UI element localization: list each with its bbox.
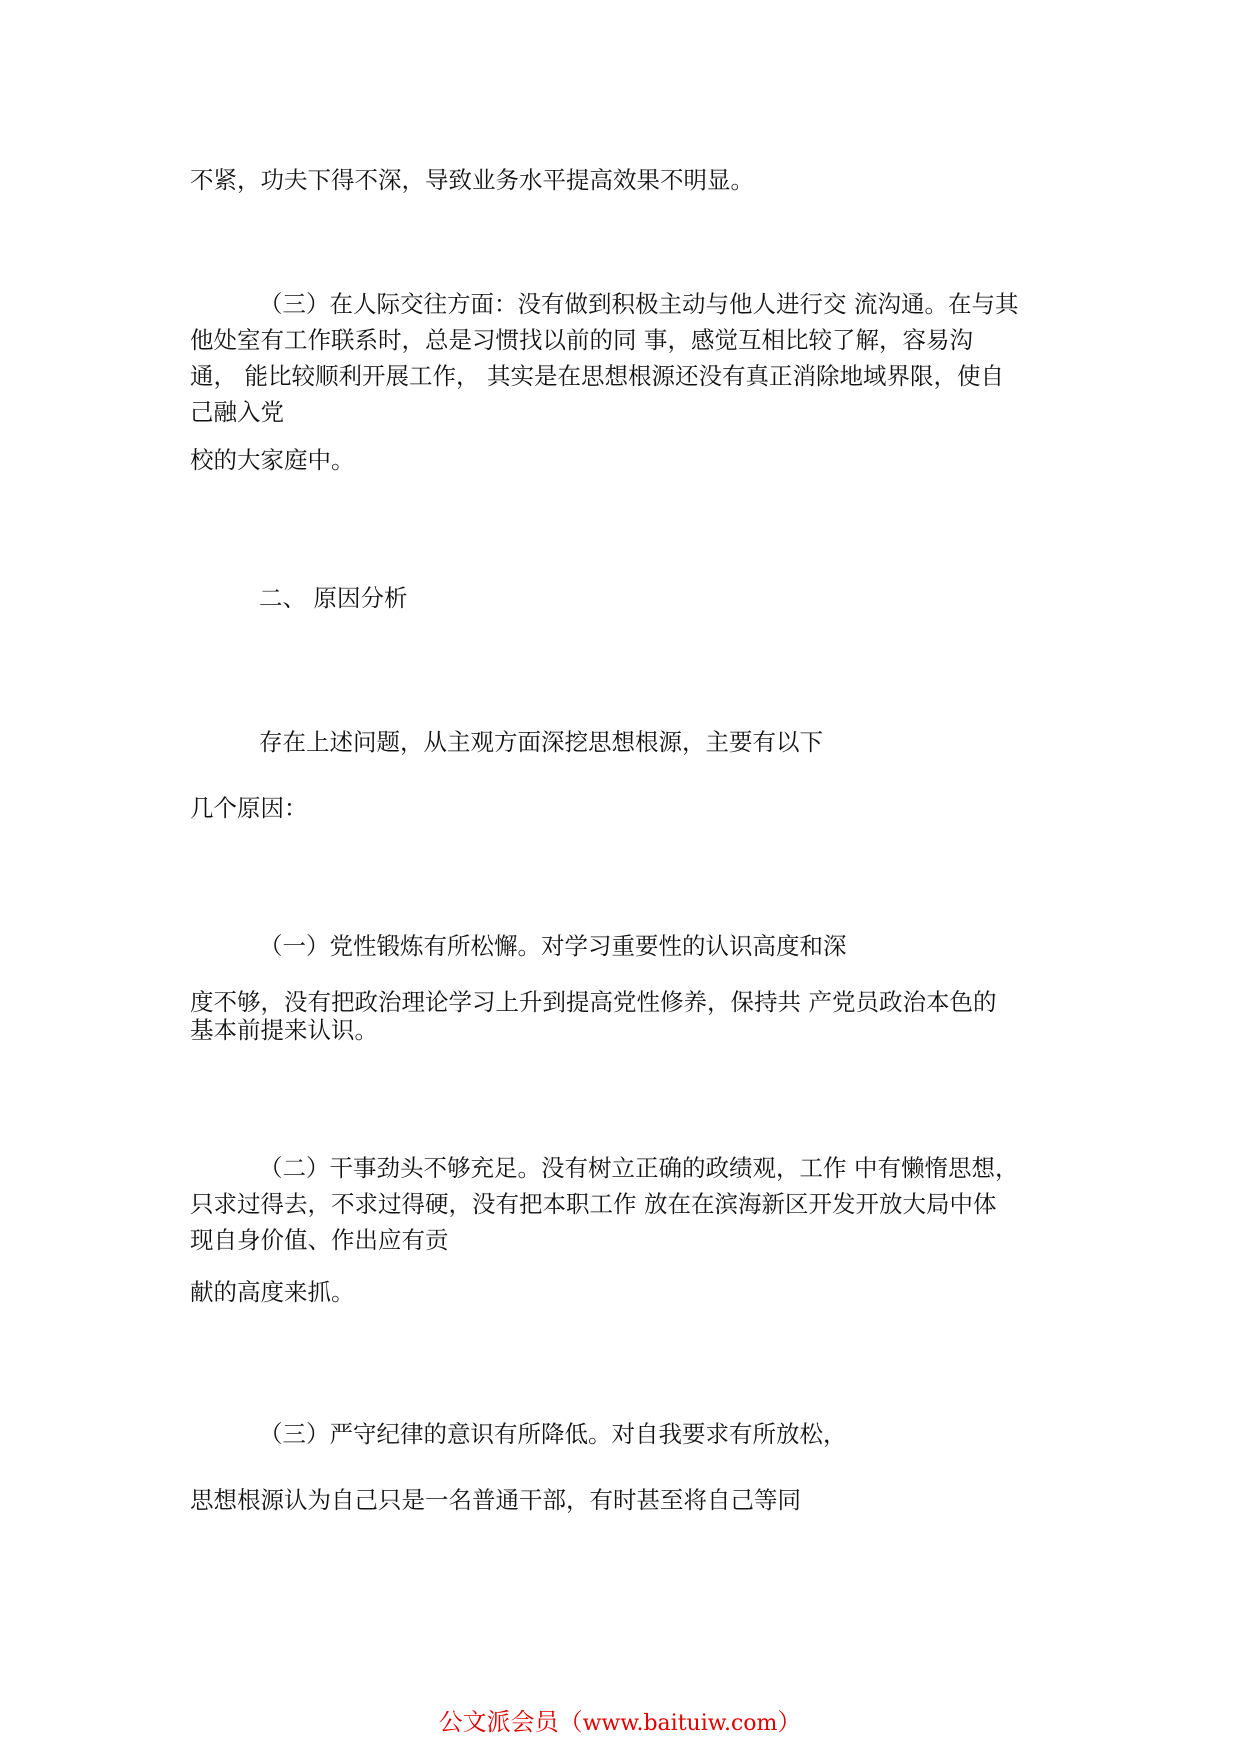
paragraph-line: 献的高度来抓。 [190, 1278, 355, 1306]
paragraph-line: 现自身价值、作出应有贡 [190, 1226, 449, 1254]
section-heading: 二、 原因分析 [259, 584, 408, 612]
paragraph-line: 思想根源认为自己只是一名普通干部，有时甚至将自己等同 [190, 1486, 801, 1514]
footer-close: ） [777, 1708, 802, 1736]
paragraph-line: （三）在人际交往方面：没有做到积极主动与他人进行交 流沟通。在与其 [259, 290, 1019, 318]
paragraph-line: 己融入党 [190, 398, 284, 426]
paragraph-line: 通， 能比较顺利开展工作， 其实是在思想根源还没有真正消除地域界限，使自 [190, 362, 1004, 390]
footer-url: www.baituiw.com [582, 1711, 778, 1736]
paragraph-line: 只求过得去，不求过得硬，没有把本职工作 放在在滨海新区开发开放大局中体 [190, 1190, 997, 1218]
paragraph-line: （三）严守纪律的意识有所降低。对自我要求有所放松， [259, 1420, 847, 1448]
paragraph-line: （二）干事劲头不够充足。没有树立正确的政绩观，工作 中有懒惰思想， [259, 1154, 1019, 1182]
paragraph-line: 度不够，没有把政治理论学习上升到提高党性修养，保持共 产党员政治本色的 [190, 988, 997, 1016]
paragraph-line: （一）党性锻炼有所松懈。对学习重要性的认识高度和深 [259, 932, 847, 960]
footer-label: 公文派会员（ [438, 1708, 583, 1736]
paragraph-line: 几个原因： [190, 794, 308, 822]
paragraph-line: 基本前提来认识。 [190, 1016, 378, 1044]
paragraph-line: 他处室有工作联系时，总是习惯找以前的同 事，感觉互相比较了解，容易沟 [190, 326, 973, 354]
watermark-footer [0, 1704, 1240, 1742]
paragraph-line: 不紧，功夫下得不深，导致业务水平提高效果不明显。 [190, 166, 754, 194]
paragraph-line: 校的大家庭中。 [190, 446, 355, 474]
paragraph-line: 存在上述问题，从主观方面深挖思想根源，主要有以下 [259, 728, 823, 756]
